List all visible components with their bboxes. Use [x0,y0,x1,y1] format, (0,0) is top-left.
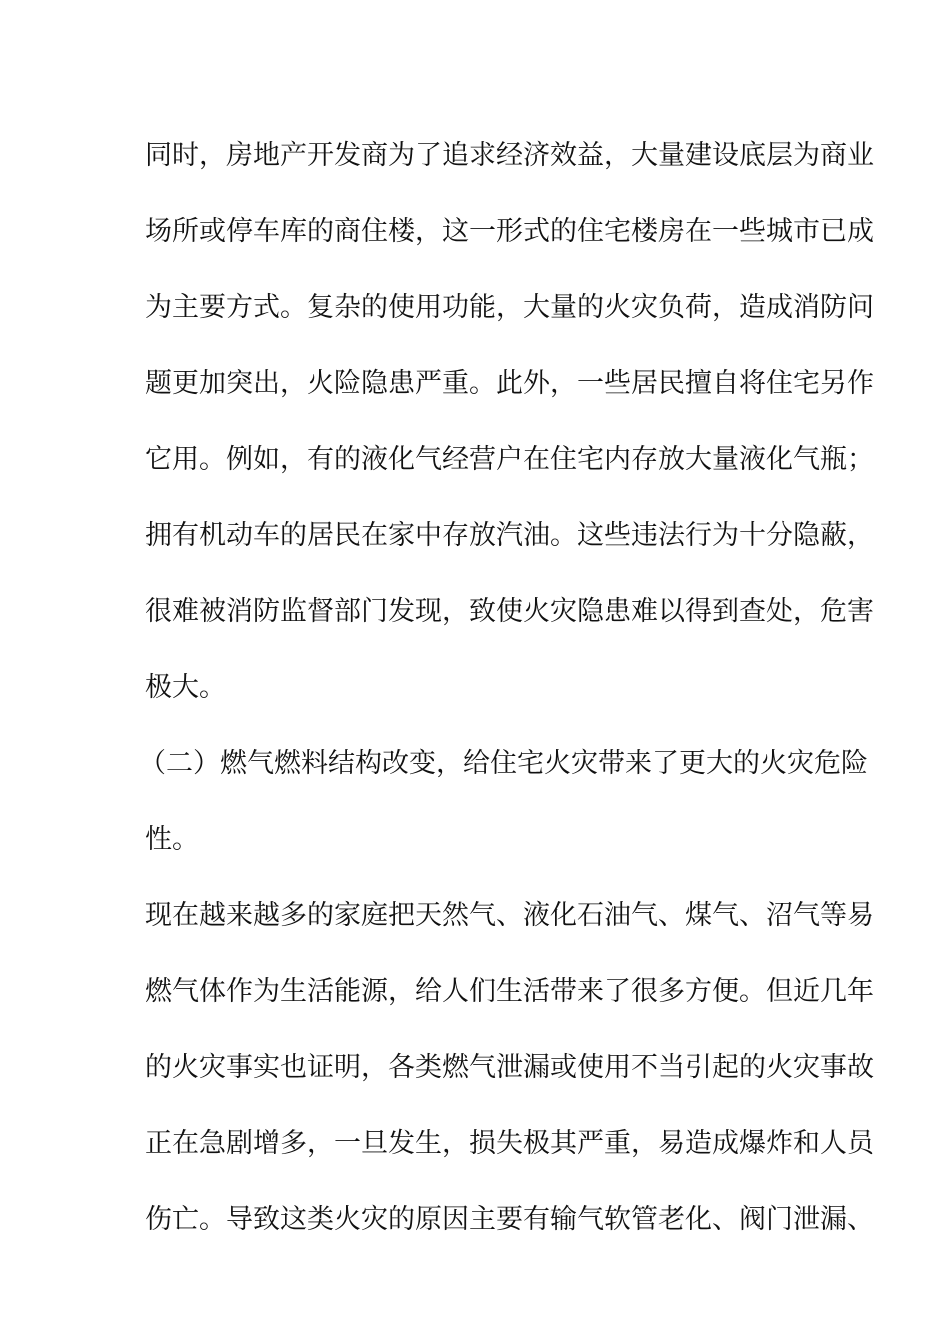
section-heading-line: 性。 [145,824,199,855]
paragraph-line: 它用。例如，有的液化气经营户在住宅内存放大量液化气瓶； [145,444,874,475]
paragraph-line: 场所或停车库的商住楼，这一形式的住宅楼房在一些城市已成 [145,216,874,247]
paragraph-line: 伤亡。导致这类火灾的原因主要有输气软管老化、阀门泄漏、 [145,1204,874,1235]
paragraph-line: 题更加突出，火险隐患严重。此外，一些居民擅自将住宅另作 [145,368,874,399]
paragraph-line: 正在急剧增多，一旦发生，损失极其严重，易造成爆炸和人员 [145,1128,874,1159]
paragraph-line: 燃气体作为生活能源，给人们生活带来了很多方便。但近几年 [145,976,874,1007]
paragraph-line: 的火灾事实也证明，各类燃气泄漏或使用不当引起的火灾事故 [145,1052,874,1083]
section-heading-line: （二）燃气燃料结构改变，给住宅火灾带来了更大的火灾危险 [139,748,868,779]
paragraph-line: 现在越来越多的家庭把天然气、液化石油气、煤气、沼气等易 [145,900,874,931]
paragraph-line: 很难被消防监督部门发现，致使火灾隐患难以得到查处，危害 [145,596,874,627]
paragraph-line: 极大。 [145,672,226,703]
body-text [139,133,874,1273]
paragraph-line: 为主要方式。复杂的使用功能，大量的火灾负荷，造成消防问 [145,292,874,323]
paragraph-line: 同时，房地产开发商为了追求经济效益，大量建设底层为商业 [145,140,874,171]
paragraph-line: 拥有机动车的居民在家中存放汽油。这些违法行为十分隐蔽， [145,520,874,551]
